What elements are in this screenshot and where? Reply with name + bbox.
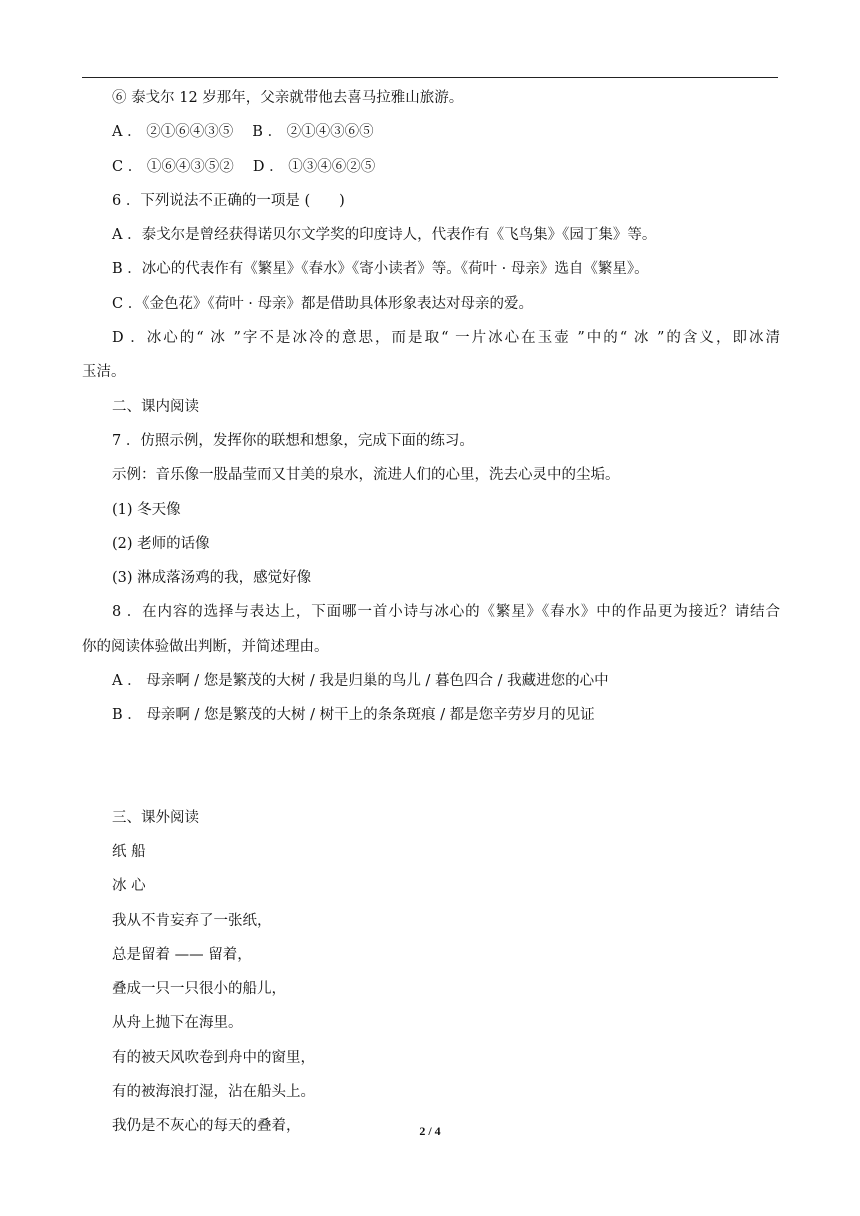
question-6: 6 ．下列说法不正确的一项是 ( ) <box>112 192 345 209</box>
question-7: 7 ．仿照示例，发挥你的联想和想象，完成下面的练习。 <box>112 432 474 449</box>
exercise-item-1: (1) 冬天像 <box>112 501 181 518</box>
option-line: A ． ②①⑥④③⑤ B ． ②①④③⑥⑤ <box>112 124 374 141</box>
text-line: ⑥ 泰戈尔 12 岁那年，父亲就带他去喜马拉雅山旅游。 <box>112 90 464 106</box>
exercise-item-3: (3) 淋成落汤鸡的我，感觉好像 <box>112 570 312 587</box>
poem-title: 纸 船 <box>112 843 146 860</box>
poem-line: 我仍是不灰心的每天的叠着， <box>112 1118 301 1135</box>
exercise-item-2: (2) 老师的话像 <box>112 535 210 552</box>
poem-line: 有的被海浪打湿，沾在船头上。 <box>112 1084 315 1101</box>
section-heading-extra-reading: 三、课外阅读 <box>112 809 199 826</box>
poem-line: 从舟上抛下在海里。 <box>112 1015 243 1032</box>
option-d-line-1: D ．冰心的“ 冰 ”字不是冰冷的意思，而是取“ 一片冰心在玉壶 ”中的“ 冰 ”的含义，即冰清 <box>112 330 780 347</box>
option-line: C ． ①⑥④③⑤② D ． ①③④⑥②⑤ <box>112 158 376 175</box>
header-rule <box>82 77 778 78</box>
poem-line: 有的被天风吹卷到舟中的窗里， <box>112 1049 315 1066</box>
poem-author: 冰 心 <box>112 878 146 895</box>
question-8-line-1: 8 ．在内容的选择与表达上，下面哪一首小诗与冰心的《繁星》《春水》中的作品更为接近？请结合 <box>112 604 780 621</box>
spacer <box>82 736 780 804</box>
option-d-line-2: 玉洁。 <box>82 364 126 381</box>
poem-line: 总是留着 —— 留着， <box>112 946 252 963</box>
poem-option-a: A ． 母亲啊 / 您是繁茂的大树 / 我是归巢的鸟儿 / 暮色四合 / 我藏进您的心中 <box>112 673 609 690</box>
page-number: 2 / 4 <box>419 1124 441 1138</box>
page-content <box>82 84 780 1147</box>
section-heading-in-class: 二、课内阅读 <box>112 398 199 415</box>
poem-line: 叠成一只一只很小的船儿， <box>112 981 286 998</box>
option-c: C ．《金色花》《荷叶 · 母亲》都是借助具体形象表达对母亲的爱。 <box>112 295 534 312</box>
option-d <box>82 324 780 393</box>
option-a: A ．泰戈尔是曾经获得诺贝尔文学奖的印度诗人，代表作有《飞鸟集》《园丁集》等。 <box>112 227 657 244</box>
poem-option-b: B ． 母亲啊 / 您是繁茂的大树 / 树干上的条条斑痕 / 都是您辛劳岁月的见证 <box>112 707 595 724</box>
option-b: B ．冰心的代表作有《繁星》《春水》《寄小读者》等。《荷叶 · 母亲》选自《繁星》。 <box>112 261 649 278</box>
question-8-line-2: 你的阅读体验做出判断，并简述理由。 <box>82 638 329 655</box>
poem-line: 我从不肯妄弃了一张纸， <box>112 912 272 929</box>
example-line: 示例：音乐像一股晶莹而又甘美的泉水，流进人们的心里，洗去心灵中的尘垢。 <box>112 467 620 484</box>
question-8 <box>82 598 780 667</box>
